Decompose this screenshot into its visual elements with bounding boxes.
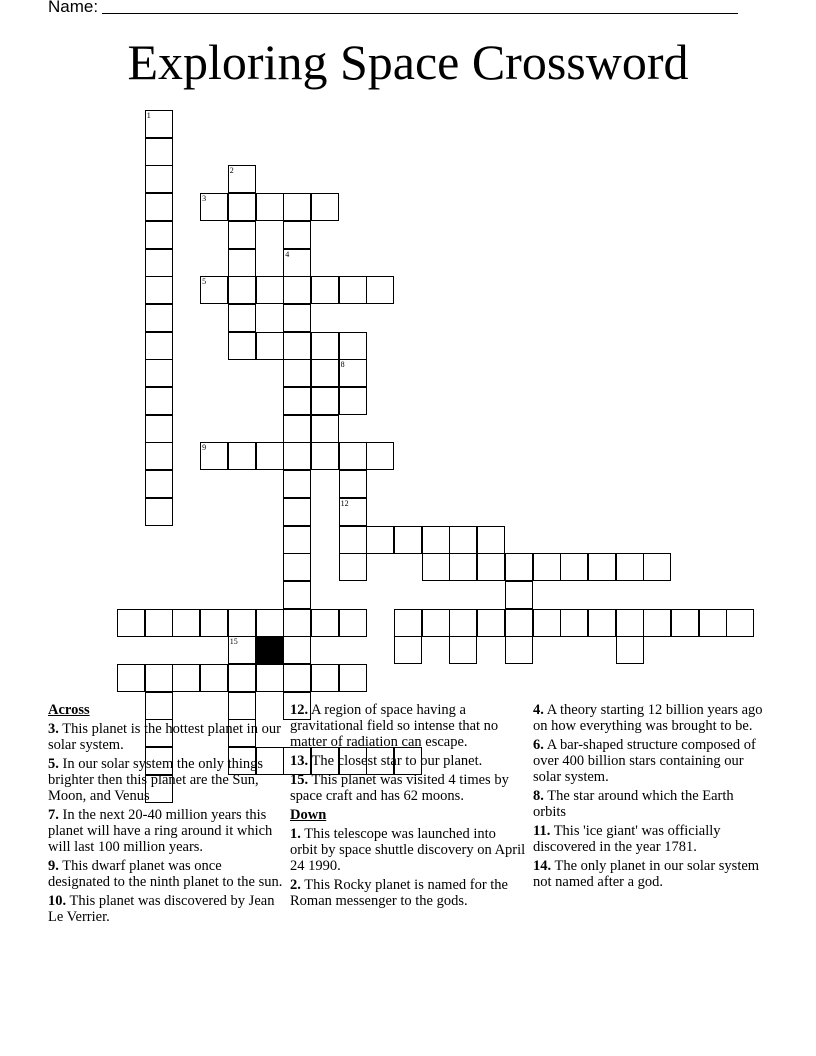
grid-cell[interactable] <box>145 470 173 498</box>
clue-item-text: This 'ice giant' was officially discovered in the year 1781. <box>533 823 721 855</box>
grid-cell[interactable] <box>200 664 228 692</box>
grid-cell[interactable] <box>477 609 505 637</box>
grid-cell[interactable] <box>145 332 173 360</box>
clue-item-number: 11. <box>533 823 551 839</box>
grid-cell[interactable] <box>311 415 339 443</box>
grid-cell[interactable] <box>200 609 228 637</box>
grid-cell[interactable] <box>228 442 256 470</box>
grid-cell[interactable] <box>505 553 533 581</box>
clue-item <box>290 826 526 874</box>
grid-cell[interactable] <box>394 526 422 554</box>
clue-item-text: This planet was discovered by Jean Le Verrier. <box>48 893 275 925</box>
grid-cell[interactable] <box>366 276 394 304</box>
grid-cell[interactable] <box>145 165 173 193</box>
clues-column-2 <box>290 702 526 912</box>
grid-cell[interactable] <box>588 553 616 581</box>
grid-cell[interactable] <box>394 609 422 637</box>
grid-cell[interactable] <box>256 276 284 304</box>
grid-cell[interactable] <box>449 609 477 637</box>
clue-list-col3 <box>533 702 763 890</box>
grid-cell[interactable] <box>726 609 754 637</box>
grid-cell[interactable] <box>283 442 311 470</box>
grid-cell[interactable] <box>145 304 173 332</box>
grid-cell[interactable] <box>145 276 173 304</box>
clue-number: 15 <box>229 637 238 647</box>
grid-cell[interactable] <box>588 609 616 637</box>
grid-cell[interactable] <box>339 664 367 692</box>
clue-item-number: 2. <box>290 877 301 893</box>
grid-cell[interactable] <box>616 636 644 664</box>
grid-cell[interactable] <box>339 359 367 387</box>
grid-cell[interactable] <box>283 526 311 554</box>
clue-item-text: This dwarf planet was once designated to the ninth planet to the sun. <box>48 858 283 890</box>
grid-cell[interactable] <box>283 304 311 332</box>
clue-list-col2-down <box>290 826 526 909</box>
down-heading: Down <box>290 807 327 823</box>
clue-item <box>48 721 284 753</box>
grid-cell[interactable] <box>145 193 173 221</box>
page-title: Exploring Space Crossword <box>127 34 689 90</box>
grid-cell[interactable] <box>283 221 311 249</box>
grid-cell[interactable] <box>533 553 561 581</box>
clue-item-number: 7. <box>48 807 59 823</box>
grid-cell[interactable] <box>505 636 533 664</box>
across-heading: Across <box>48 702 90 718</box>
clue-item-text: This planet is the hottest planet in our solar system. <box>48 721 281 753</box>
clue-number: 12 <box>340 498 349 508</box>
grid-cell[interactable] <box>505 581 533 609</box>
grid-cell[interactable] <box>256 332 284 360</box>
clue-item <box>533 702 763 734</box>
grid-cell[interactable] <box>311 609 339 637</box>
clue-item <box>290 772 526 804</box>
clue-list-col2-across <box>290 702 526 804</box>
grid-cell[interactable] <box>311 442 339 470</box>
clue-item-text: A theory starting 12 billion years ago on how everything was brought to be. <box>533 702 763 734</box>
clue-item-text: A bar-shaped structure composed of over 400 billion stars containing our solar system. <box>533 737 756 785</box>
grid-black-cell <box>256 636 284 664</box>
grid-cell[interactable] <box>228 332 256 360</box>
grid-cell[interactable] <box>339 609 367 637</box>
clue-item <box>533 823 763 855</box>
grid-cell[interactable] <box>339 553 367 581</box>
grid-cell[interactable] <box>643 553 671 581</box>
grid-cell[interactable] <box>339 332 367 360</box>
grid-cell[interactable] <box>145 221 173 249</box>
grid-cell[interactable] <box>228 304 256 332</box>
grid-cell[interactable] <box>283 470 311 498</box>
grid-cell[interactable] <box>228 636 256 664</box>
grid-cell[interactable] <box>283 636 311 664</box>
clue-item <box>290 702 526 750</box>
clue-item-number: 13. <box>290 753 309 769</box>
clue-item-number: 5. <box>48 756 59 772</box>
grid-cell[interactable] <box>200 276 228 304</box>
grid-cell[interactable] <box>422 526 450 554</box>
grid-cell[interactable] <box>228 165 256 193</box>
grid-cell[interactable] <box>643 609 671 637</box>
clue-item-text: This Rocky planet is named for the Roman messenger to the gods. <box>290 877 508 909</box>
clue-list-col1 <box>48 721 284 925</box>
clue-item <box>290 753 526 769</box>
grid-cell[interactable] <box>477 526 505 554</box>
grid-cell[interactable] <box>145 110 173 138</box>
clue-number: 4 <box>285 249 290 259</box>
grid-cell[interactable] <box>145 138 173 166</box>
grid-cell[interactable] <box>449 526 477 554</box>
name-label: Name: <box>48 0 99 16</box>
grid-cell[interactable] <box>505 609 533 637</box>
grid-cell[interactable] <box>311 193 339 221</box>
clue-item <box>48 756 284 804</box>
grid-cell[interactable] <box>671 609 699 637</box>
clue-item <box>48 858 284 890</box>
grid-cell[interactable] <box>283 498 311 526</box>
grid-cell[interactable] <box>283 276 311 304</box>
clue-item-number: 12. <box>290 702 309 718</box>
grid-cell[interactable] <box>366 526 394 554</box>
grid-cell[interactable] <box>283 387 311 415</box>
grid-cell[interactable] <box>200 442 228 470</box>
clue-item <box>48 893 284 925</box>
clue-number: 9 <box>202 443 207 453</box>
clue-item-text: The closest star to our planet. <box>308 753 483 769</box>
clue-item-text: In our solar system the only things brighter then this planet are the Sun, Moon, and Venus <box>48 756 264 804</box>
clue-item-number: 9. <box>48 858 59 874</box>
grid-cell[interactable] <box>283 332 311 360</box>
clue-number: 8 <box>340 360 345 370</box>
grid-cell[interactable] <box>117 664 145 692</box>
clue-item-number: 6. <box>533 737 544 753</box>
grid-cell[interactable] <box>172 609 200 637</box>
clue-item <box>533 737 763 785</box>
grid-cell[interactable] <box>311 664 339 692</box>
clue-item <box>48 807 284 855</box>
grid-cell[interactable] <box>422 553 450 581</box>
clue-item <box>533 788 763 820</box>
grid-cell[interactable] <box>339 526 367 554</box>
grid-cell[interactable] <box>560 553 588 581</box>
grid-cell[interactable] <box>228 276 256 304</box>
grid-cell[interactable] <box>228 193 256 221</box>
grid-cell[interactable] <box>228 664 256 692</box>
grid-cell[interactable] <box>616 553 644 581</box>
grid-cell[interactable] <box>283 664 311 692</box>
grid-cell[interactable] <box>145 387 173 415</box>
grid-cell[interactable] <box>256 193 284 221</box>
grid-cell[interactable] <box>311 332 339 360</box>
grid-cell[interactable] <box>228 609 256 637</box>
grid-cell[interactable] <box>283 553 311 581</box>
clue-item <box>533 858 763 890</box>
grid-cell[interactable] <box>145 249 173 277</box>
grid-cell[interactable] <box>283 609 311 637</box>
clue-item-number: 3. <box>48 721 59 737</box>
grid-cell[interactable] <box>311 276 339 304</box>
grid-cell[interactable] <box>394 636 422 664</box>
clue-item-number: 14. <box>533 858 552 874</box>
grid-cell[interactable] <box>339 498 367 526</box>
grid-cell[interactable] <box>145 664 173 692</box>
clue-item-number: 4. <box>533 702 544 718</box>
grid-cell[interactable] <box>283 249 311 277</box>
clue-number: 2 <box>229 166 234 176</box>
clue-item <box>290 877 526 909</box>
grid-cell[interactable] <box>339 276 367 304</box>
grid-cell[interactable] <box>311 359 339 387</box>
grid-cell[interactable] <box>533 609 561 637</box>
grid-cell[interactable] <box>283 193 311 221</box>
grid-cell[interactable] <box>200 193 228 221</box>
grid-cell[interactable] <box>256 664 284 692</box>
grid-cell[interactable] <box>449 636 477 664</box>
grid-cell[interactable] <box>172 664 200 692</box>
clue-item-text: The star around which the Earth orbits <box>533 788 734 820</box>
grid-cell[interactable] <box>283 359 311 387</box>
clues-column-1 <box>48 702 284 928</box>
clue-item-text: This planet was visited 4 times by space craft and has 62 moons. <box>290 772 509 804</box>
clue-item-text: The only planet in our solar system not named after a god. <box>533 858 760 890</box>
clue-item-number: 10. <box>48 893 67 909</box>
clue-item-text: A region of space having a gravitational field so intense that no matter of radiation can escape. <box>290 702 499 750</box>
grid-cell[interactable] <box>339 442 367 470</box>
grid-cell[interactable] <box>560 609 588 637</box>
grid-cell[interactable] <box>366 442 394 470</box>
grid-cell[interactable] <box>256 442 284 470</box>
grid-cell[interactable] <box>449 553 477 581</box>
grid-cell[interactable] <box>699 609 727 637</box>
grid-cell[interactable] <box>256 609 284 637</box>
grid-cell[interactable] <box>339 387 367 415</box>
clue-item-number: 1. <box>290 826 301 842</box>
grid-cell[interactable] <box>145 359 173 387</box>
grid-cell[interactable] <box>477 553 505 581</box>
grid-cell[interactable] <box>145 498 173 526</box>
grid-cell[interactable] <box>228 249 256 277</box>
grid-cell[interactable] <box>616 609 644 637</box>
grid-cell[interactable] <box>145 609 173 637</box>
grid-cell[interactable] <box>422 609 450 637</box>
clue-item-text: This telescope was launched into orbit by space shuttle discovery on April 24 1990. <box>290 826 526 874</box>
clue-item-number: 8. <box>533 788 544 804</box>
grid-cell[interactable] <box>145 415 173 443</box>
clue-item-text: In the next 20-40 million years this planet will have a ring around it which will last 100 million years. <box>48 807 273 855</box>
grid-cell[interactable] <box>311 387 339 415</box>
grid-cell[interactable] <box>117 609 145 637</box>
grid-cell[interactable] <box>339 470 367 498</box>
grid-cell[interactable] <box>283 415 311 443</box>
grid-cell[interactable] <box>283 581 311 609</box>
clue-number: 1 <box>146 111 151 120</box>
clue-item-number: 15. <box>290 772 309 788</box>
clues-column-3 <box>533 702 763 893</box>
clue-number: 3 <box>202 194 207 204</box>
grid-cell[interactable] <box>228 221 256 249</box>
grid-cell[interactable] <box>145 442 173 470</box>
clue-number: 5 <box>202 277 207 287</box>
